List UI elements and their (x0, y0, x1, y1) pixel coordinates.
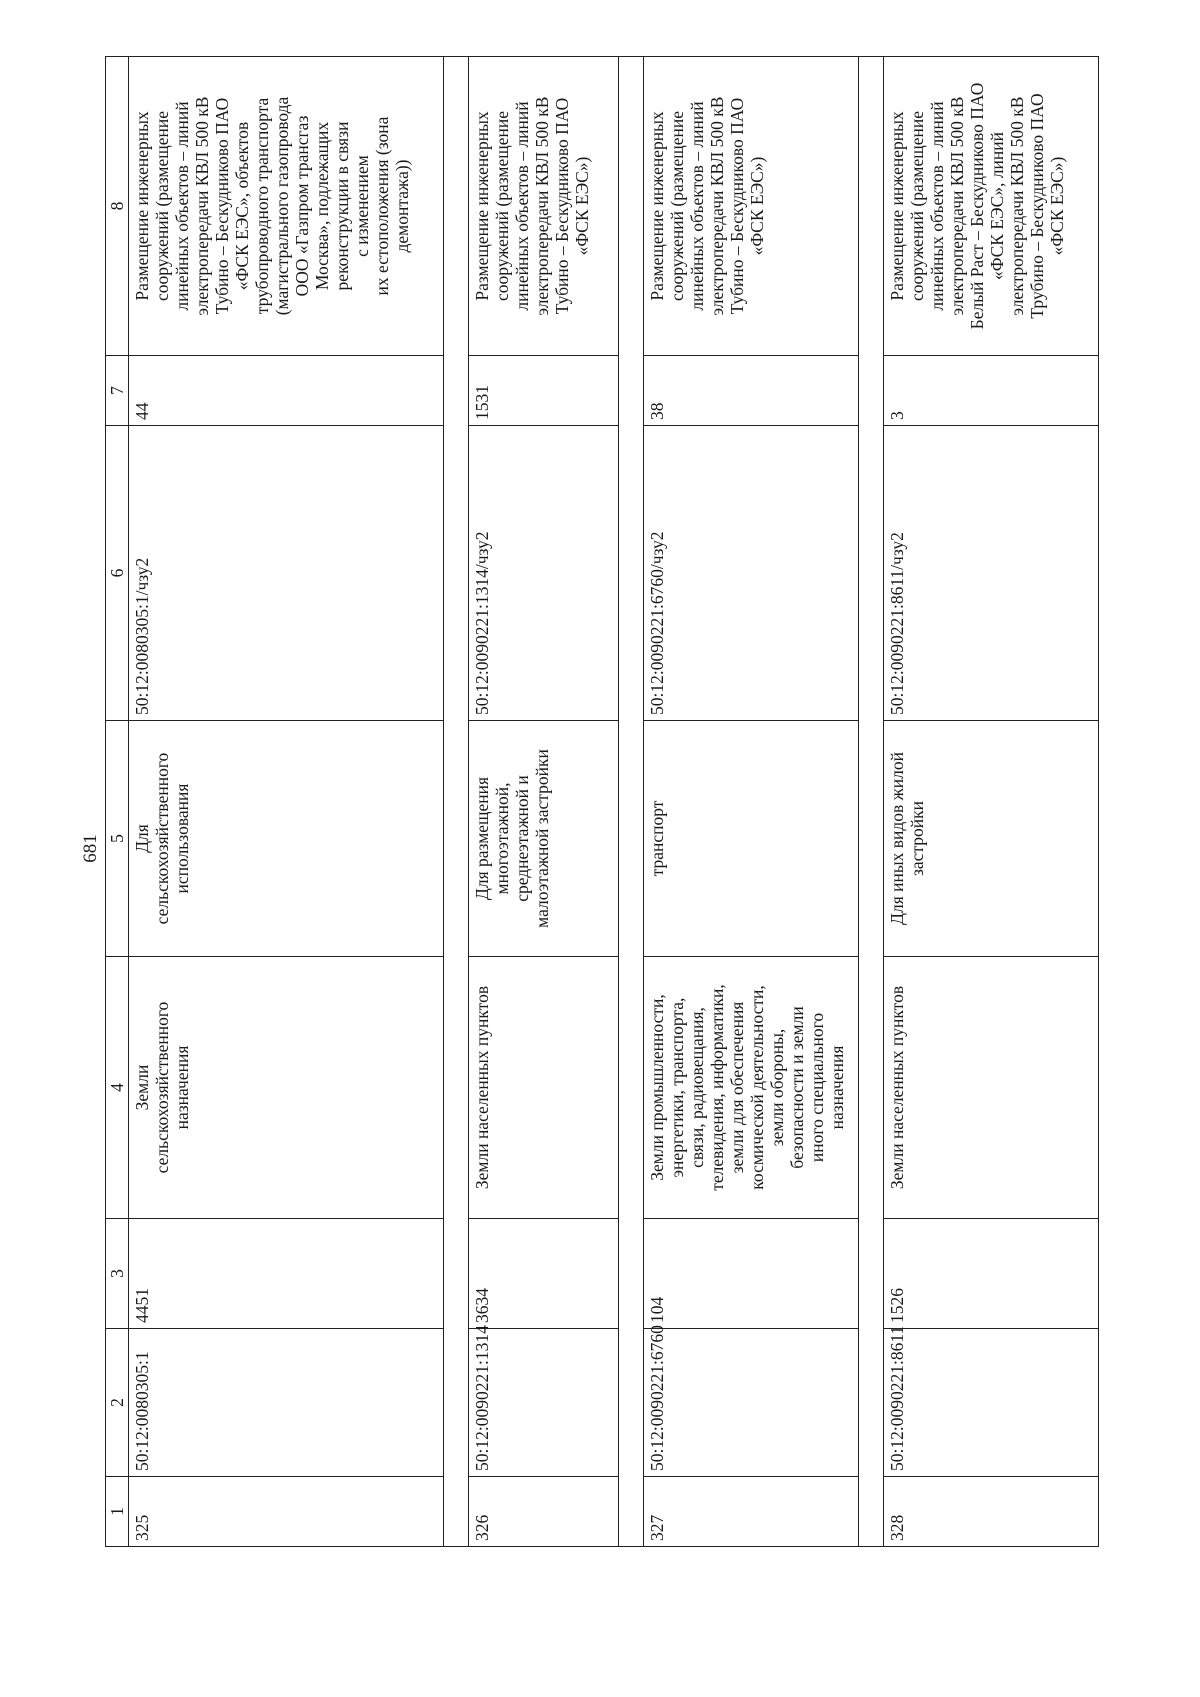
land-part-number-cell: 50:12:0080305:1/чзу2 (129, 426, 444, 721)
land-part-number-cell: 50:12:0090221:6760/чзу2 (644, 426, 859, 721)
land-part-area-cell: 38 (644, 356, 859, 426)
land-category-cell: Земли населенных пунктов (884, 957, 1099, 1219)
area-cell: 104 (644, 1219, 859, 1329)
land-plots-table (105, 56, 1099, 1547)
row-number-cell: 327 (644, 1477, 859, 1547)
land-part-area-cell: 1531 (469, 356, 619, 426)
permitted-use-cell: Для размещения многоэтажной, среднеэтажной и малоэтажной застройки (469, 721, 619, 957)
row-number-cell: 325 (129, 1477, 444, 1547)
permitted-use-cell: Для иных видов жилой застройки (884, 721, 1099, 957)
row-number-cell: 328 (884, 1477, 1099, 1547)
page-number: 681 (80, 834, 101, 863)
cadastral-number-cell: 50:12:0090221:8611 (884, 1329, 1099, 1477)
cadastral-number-cell: 50:12:0090221:1314 (469, 1329, 619, 1477)
cadastral-number-cell: 50:12:0090221:6760 (644, 1329, 859, 1477)
purpose-cell: Размещение инженерных сооружений (размещение линейных объектов – линий электропередачи КВЛ 500 кВ Тубино – Бескудниково ПАО «ФСК ЕЭС») (644, 57, 859, 356)
table-row (469, 57, 619, 1547)
column-header: 2 (106, 1329, 129, 1477)
row-separator (619, 57, 644, 1547)
column-header: 7 (106, 356, 129, 426)
column-header: 5 (106, 721, 129, 957)
column-header: 3 (106, 1219, 129, 1329)
area-cell: 1526 (884, 1219, 1099, 1329)
row-separator (859, 57, 884, 1547)
land-part-number-cell: 50:12:0090221:1314/чзу2 (469, 426, 619, 721)
column-header: 4 (106, 957, 129, 1219)
row-separator (444, 57, 469, 1547)
purpose-cell: Размещение инженерных сооружений (размещение линейных объектов – линий электропередачи КВЛ 500 кВ Тубино – Бескудниково ПАО «ФСК ЕЭС», объектов трубопроводного транспорта (магистрального газопровода ООО «Газпром трансгаз Москва», подлежащих реконструкции в связи с изменением их естоположения (зона демонтажа)) (129, 57, 444, 356)
column-header: 1 (106, 1477, 129, 1547)
table-row (129, 57, 444, 1547)
area-cell: 4451 (129, 1219, 444, 1329)
row-number-cell: 326 (469, 1477, 619, 1547)
area-cell: 3634 (469, 1219, 619, 1329)
column-header: 6 (106, 426, 129, 721)
land-part-number-cell: 50:12:0090221:8611/чзу2 (884, 426, 1099, 721)
table-row (884, 57, 1099, 1547)
permitted-use-cell: Для сельскохозяйственного использования (129, 721, 444, 957)
land-category-cell: Земли населенных пунктов (469, 957, 619, 1219)
permitted-use-cell: транспорт (644, 721, 859, 957)
purpose-cell: Размещение инженерных сооружений (размещение линейных объектов – линий электропередачи КВЛ 500 кВ Белый Раст – Бескудниково ПАО «ФСК ЕЭС», линий электропередачи КВЛ 500 кВ Трубино – Бескудниково ПАО «ФСК ЕЭС») (884, 57, 1099, 356)
land-part-area-cell: 3 (884, 356, 1099, 426)
column-header: 8 (106, 57, 129, 356)
land-category-cell: Земли промышленности, энергетики, транспорта, связи, радиовещания, телевидения, информатики, земли для обеспечения космической деятельности, земли обороны, безопасности и земли иного специального назначения (644, 957, 859, 1219)
purpose-cell: Размещение инженерных сооружений (размещение линейных объектов – линий электропередачи КВЛ 500 кВ Тубино – Бескудниково ПАО «ФСК ЕЭС») (469, 57, 619, 356)
land-category-cell: Земли сельскохозяйственного назначения (129, 957, 444, 1219)
cadastral-number-cell: 50:12:0080305:1 (129, 1329, 444, 1477)
land-part-area-cell: 44 (129, 356, 444, 426)
table-row (644, 57, 859, 1547)
column-number-row (106, 57, 129, 1547)
